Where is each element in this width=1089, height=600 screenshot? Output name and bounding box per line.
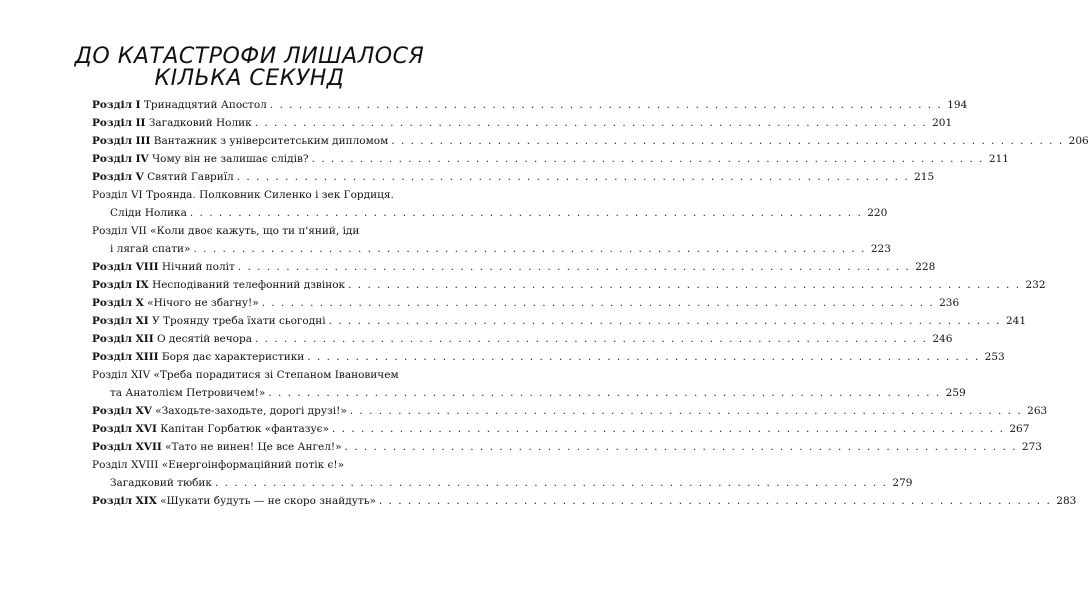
toc-chapter-label: Розділ XIV (92, 369, 151, 381)
toc-entry-label (92, 330, 252, 348)
toc-leader-dots (190, 204, 862, 222)
toc-entry (92, 150, 1009, 168)
toc-chapter-label: Розділ VI (92, 189, 143, 201)
toc-chapter-title: Загадковий Нолик (148, 117, 252, 129)
toc-entry-label (92, 438, 342, 456)
toc-chapter-title-continuation: Сліди Нолика (110, 207, 187, 219)
toc-entry-label (92, 420, 329, 438)
section-title-line-1: ДО КАТАСТРОФИ ЛИШАЛОСЯ (74, 44, 425, 69)
toc-page-number: 194 (947, 99, 968, 111)
toc-page-number: 253 (984, 351, 1005, 363)
toc-leader-dots (262, 294, 934, 312)
toc-chapter-label: Розділ VII (92, 225, 147, 237)
table-of-contents (92, 96, 1089, 510)
toc-chapter-label: Розділ XV (92, 405, 152, 417)
toc-entry (92, 492, 1077, 510)
toc-chapter-label: Розділ XVIII (92, 459, 159, 471)
toc-leader-dots (255, 114, 927, 132)
toc-leader-dots (268, 384, 940, 402)
toc-leader-dots (215, 474, 887, 492)
toc-chapter-label: Розділ IV (92, 153, 149, 165)
toc-page-number: 279 (892, 477, 913, 489)
toc-entry (92, 312, 1026, 330)
toc-page-number: 223 (870, 243, 891, 255)
toc-page-number: 211 (988, 153, 1009, 165)
toc-chapter-title-continuation: Загадковий тюбик (110, 477, 212, 489)
toc-leader-dots (193, 240, 865, 258)
toc-entry-label (92, 258, 235, 276)
toc-chapter-title: О десятій вечора (156, 333, 252, 345)
toc-leader-dots (255, 330, 927, 348)
toc-entry (92, 456, 913, 492)
toc-entry-label (92, 492, 376, 510)
toc-chapter-title: Боря дає характеристики (161, 351, 305, 363)
toc-chapter-title: Несподіваний телефонний дзвінок (152, 279, 346, 291)
toc-page-number: 220 (867, 207, 888, 219)
toc-page-number: 232 (1025, 279, 1046, 291)
toc-entry-first-line (92, 186, 412, 204)
toc-chapter-title: «Шукати будуть — не скоро знайдуть» (160, 495, 376, 507)
toc-entry (92, 186, 888, 222)
toc-chapter-label: Розділ XI (92, 315, 149, 327)
toc-leader-dots (345, 438, 1017, 456)
toc-leader-dots (270, 96, 942, 114)
toc-chapter-label: Розділ VIII (92, 261, 159, 273)
toc-chapter-title: У Троянду треба їхати сьогодні (152, 315, 326, 327)
toc-chapter-title: «Треба порадитися зі Степаном Івановичем (153, 369, 399, 381)
toc-entry (92, 276, 1046, 294)
toc-chapter-title: Тринадцятий Апостол (143, 99, 267, 111)
toc-page-number: 263 (1027, 405, 1048, 417)
toc-chapter-label: Розділ XIII (92, 351, 159, 363)
toc-entry-label (92, 150, 309, 168)
toc-chapter-title: «Коли двоє кажуть, що ти п'яний, іди (150, 225, 360, 237)
toc-entry-first-line (92, 222, 412, 240)
toc-chapter-label: Розділ III (92, 135, 151, 147)
toc-entry (92, 132, 1089, 150)
toc-leader-dots (350, 402, 1022, 420)
toc-entry (92, 366, 966, 402)
toc-chapter-title: «Нічого не збагну!» (147, 297, 259, 309)
toc-leader-dots (329, 312, 1001, 330)
toc-entry (92, 258, 936, 276)
toc-entry (92, 96, 968, 114)
toc-leader-dots (348, 276, 1020, 294)
toc-page-number: 246 (932, 333, 953, 345)
toc-chapter-title: Чому він не залишає слідів? (152, 153, 309, 165)
toc-page-number: 236 (939, 297, 960, 309)
toc-chapter-title: Троянда. Полковник Силенко і зек Гордиця. (146, 189, 394, 201)
toc-entry-label (92, 96, 267, 114)
toc-entry-label (92, 168, 234, 186)
toc-entry-label (92, 348, 304, 366)
toc-entry-first-line (92, 366, 412, 384)
toc-chapter-title: «Енергоінформаційний потік є!» (161, 459, 345, 471)
toc-leader-dots (237, 168, 909, 186)
toc-chapter-title-continuation: і лягай спати» (110, 243, 191, 255)
toc-chapter-label: Розділ V (92, 171, 144, 183)
toc-page-number: 241 (1005, 315, 1026, 327)
toc-chapter-title-continuation: та Анатолієм Петровичем!» (110, 387, 266, 399)
toc-chapter-label: Розділ XIX (92, 495, 157, 507)
toc-chapter-label: Розділ XVI (92, 423, 157, 435)
toc-page-number: 215 (914, 171, 935, 183)
toc-chapter-label: Розділ XII (92, 333, 154, 345)
section-title-line-2: КІЛЬКА СЕКУНД (154, 66, 345, 91)
toc-leader-dots (312, 150, 984, 168)
toc-chapter-label: Розділ IX (92, 279, 149, 291)
toc-page-number: 283 (1056, 495, 1077, 507)
toc-leader-dots (332, 420, 1004, 438)
toc-entry (92, 168, 935, 186)
toc-chapter-title: «Тато не винен! Це все Ангел!» (165, 441, 342, 453)
toc-chapter-title: Вантажник з університетським дипломом (153, 135, 389, 147)
toc-entry (92, 420, 1030, 438)
toc-page-number: 259 (945, 387, 966, 399)
toc-page-number: 267 (1009, 423, 1030, 435)
toc-entry (92, 222, 891, 258)
toc-page-number: 273 (1021, 441, 1042, 453)
toc-page-number: 228 (915, 261, 936, 273)
toc-leader-dots (307, 348, 979, 366)
toc-chapter-title: Капітан Горбатюк «фантазує» (160, 423, 329, 435)
toc-chapter-label: Розділ I (92, 99, 141, 111)
toc-page-number: 206 (1068, 135, 1089, 147)
toc-chapter-title: Святий Гавриїл (147, 171, 234, 183)
toc-entry-label (92, 114, 252, 132)
toc-entry-first-line (92, 456, 412, 474)
toc-entry-label (92, 294, 259, 312)
toc-chapter-title: «Заходьте-заходьте, дорогі друзі!» (155, 405, 347, 417)
toc-entry (92, 402, 1048, 420)
toc-chapter-title: Нічний політ (161, 261, 235, 273)
toc-leader-dots (238, 258, 910, 276)
toc-entry-label (92, 132, 388, 150)
toc-chapter-label: Розділ XVII (92, 441, 162, 453)
toc-entry-label (92, 312, 326, 330)
toc-entry-label (92, 276, 345, 294)
toc-chapter-label: Розділ X (92, 297, 144, 309)
toc-entry-label (92, 402, 347, 420)
toc-entry (92, 294, 960, 312)
toc-entry (92, 348, 1005, 366)
toc-chapter-label: Розділ II (92, 117, 146, 129)
toc-leader-dots (379, 492, 1051, 510)
toc-entry (92, 438, 1042, 456)
toc-entry (92, 114, 953, 132)
toc-leader-dots (391, 132, 1063, 150)
toc-entry (92, 330, 953, 348)
toc-page-number: 201 (932, 117, 953, 129)
